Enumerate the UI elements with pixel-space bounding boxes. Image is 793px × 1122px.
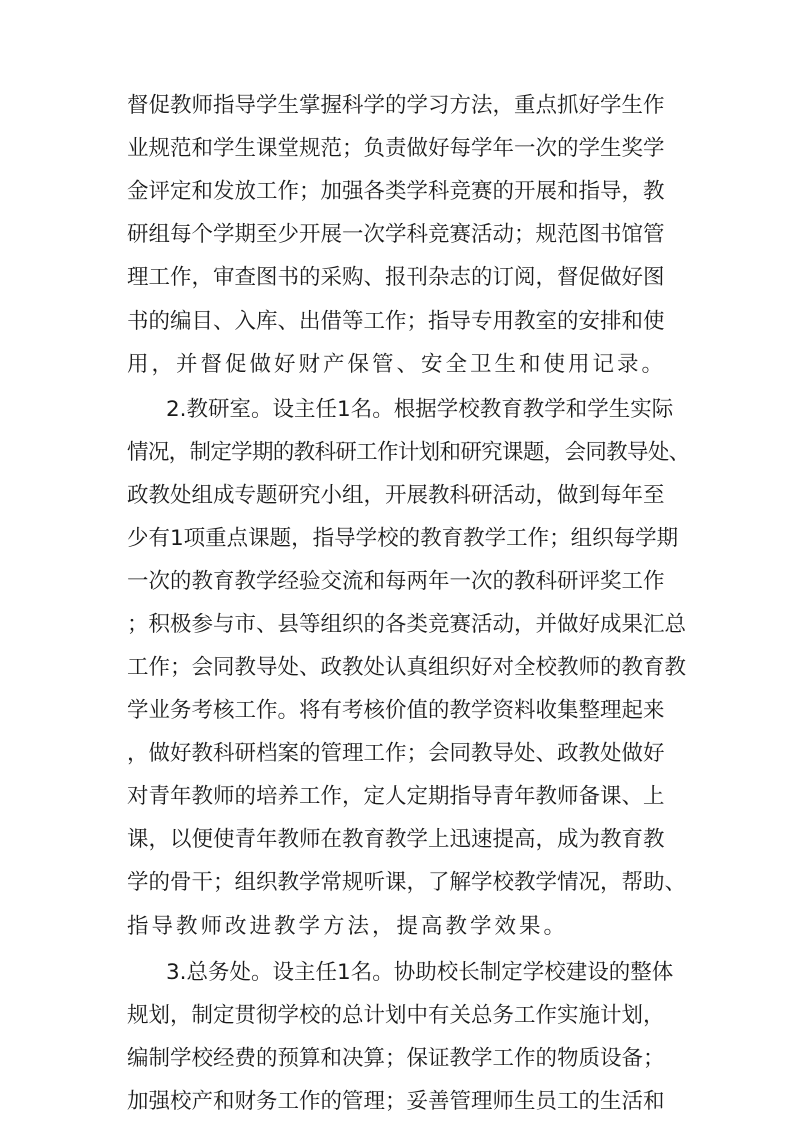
text-line: ；积极参与市、县等组织的各类竞赛活动，并做好成果汇总 bbox=[127, 612, 687, 637]
text-line: 督促教师指导学生掌握科学的学习方法，重点抓好学生作 bbox=[127, 93, 665, 118]
text-line: 研组每个学期至少开展一次学科竞赛活动；规范图书馆管 bbox=[127, 222, 665, 247]
text-line: 一次的教育教学经验交流和每两年一次的教科研评奖工作 bbox=[127, 569, 665, 594]
text-line: 金评定和发放工作；加强各类学科竞赛的开展和指导，教 bbox=[127, 179, 665, 204]
text-line: 编制学校经费的预算和决算；保证教学工作的物质设备； bbox=[127, 1046, 665, 1071]
text-line: 用，并督促做好财产保管、安全卫生和使用记录。 bbox=[127, 352, 667, 377]
text-line: 学的骨干；组织教学常规听课，了解学校教学情况，帮助、 bbox=[127, 870, 687, 895]
text-line: 规划，制定贯彻学校的总计划中有关总务工作实施计划， bbox=[127, 1003, 665, 1028]
text-line: ，做好教科研档案的管理工作；会同教导处、政教处做好 bbox=[127, 741, 665, 766]
text-line: 理工作，审查图书的采购、报刊杂志的订阅，督促做好图 bbox=[127, 265, 665, 290]
text-line: 3.总务处。设主任1名。协助校长制定学校建设的整体 bbox=[166, 960, 674, 985]
text-line: 2.教研室。设主任1名。根据学校教育教学和学生实际 bbox=[166, 397, 674, 422]
text-line: 业规范和学生课堂规范；负责做好每学年一次的学生奖学 bbox=[127, 136, 665, 161]
text-line: 书的编目、入库、出借等工作；指导专用教室的安排和使 bbox=[127, 309, 665, 334]
text-line: 对青年教师的培养工作，定人定期指导青年教师备课、上 bbox=[127, 784, 665, 809]
text-line: 指导教师改进教学方法，提高教学效果。 bbox=[127, 914, 569, 939]
text-line: 工作；会同教导处、政教处认真组织好对全校教师的教育教 bbox=[127, 655, 687, 680]
text-line: 课，以便使青年教师在教育教学上迅速提高，成为教育教 bbox=[127, 827, 665, 852]
text-line: 政教处组成专题研究小组，开展教科研活动，做到每年至 bbox=[127, 483, 665, 508]
text-line: 学业务考核工作。将有考核价值的教学资料收集整理起来 bbox=[127, 698, 665, 723]
text-line: 少有1项重点课题，指导学校的教育教学工作；组织每学期 bbox=[127, 526, 679, 551]
text-line: 情况，制定学期的教科研工作计划和研究课题，会同教导处、 bbox=[127, 440, 690, 465]
text-line: 加强校产和财务工作的管理；妥善管理师生员工的生活和 bbox=[127, 1089, 665, 1114]
